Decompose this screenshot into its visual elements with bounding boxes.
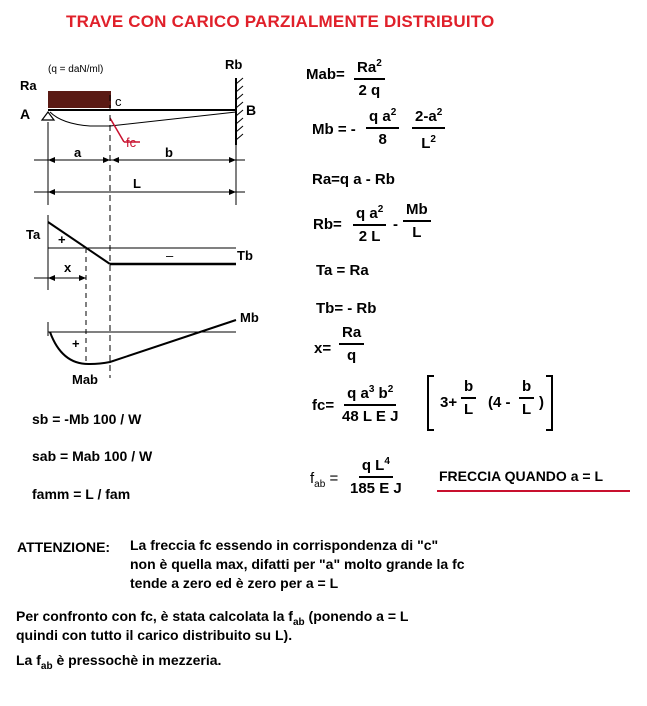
ra-label: Ra [20, 78, 37, 93]
load-unit-label: (q = daN/ml) [48, 64, 104, 75]
confronto-line-2: quindi con tutto il carico distribuito su L). [16, 627, 293, 643]
mb-lhs: Mb = - [312, 121, 356, 138]
dim-x-label: x [64, 260, 72, 275]
dim-a-label: a [74, 145, 82, 160]
point-a-label: A [20, 106, 31, 122]
fc-bracket-three-plus: 3+ [440, 394, 458, 411]
distributed-load [48, 91, 111, 108]
fc-label: fc [126, 135, 137, 150]
tb-formula: Tb= - Rb [316, 300, 377, 317]
moment-plus-sign: + [72, 336, 80, 351]
fc-bracket-fraction-2: $\frac{b}{L}$ [519, 378, 534, 418]
mb-fraction-1: $\frac{q a^2}{8}$ [366, 104, 399, 148]
sb-formula: sb = -Mb 100 / W [32, 411, 142, 427]
deflection-curve [50, 112, 236, 126]
rb-label: Rb [225, 57, 243, 72]
fc-bracket-paren-close: ) [539, 394, 544, 411]
sab-formula: sab = Mab 100 / W [32, 448, 153, 464]
support-b-hatch [236, 78, 243, 140]
rb-minus: - [393, 216, 398, 233]
rb-fraction-2: $\frac{Mb}{L}$ [403, 201, 431, 241]
mab-lhs: Mab= [306, 66, 345, 83]
attenzione-line-2: non è quella max, difatti per "a" molto grande la fc [130, 556, 465, 572]
point-c-label: c [115, 94, 122, 109]
shear-plus-sign: + [58, 232, 66, 247]
fc-bracket-left [428, 376, 434, 430]
shear-minus-sign: – [166, 248, 174, 263]
dim-b-label: b [165, 145, 173, 160]
famm-formula: famm = L / fam [32, 486, 131, 502]
fab-lhs: $f_{ab}$ = [310, 470, 339, 490]
mezzeria-note: La $f_{ab}$ è pressochè in mezzeria. [16, 652, 222, 672]
confronto-line-1: Per confronto con fc, è stata calcolata la $f_{ab}$ (ponendo a = L [16, 608, 409, 628]
mab-label: Mab [72, 372, 98, 387]
fab-fraction: $\frac{q L^4}{\text{185 E J}}$ [350, 453, 402, 497]
page-title: TRAVE CON CARICO PARZIALMENTE DISTRIBUITO [66, 12, 495, 31]
fc-bracket-fraction-1: $\frac{b}{L}$ [461, 378, 476, 418]
dim-l-label: L [133, 176, 141, 191]
attenzione-line-1: La freccia fc essendo in corrispondenza di "c" [130, 537, 439, 553]
fc-pointer [110, 118, 124, 142]
ta-label: Ta [26, 227, 41, 242]
mab-fraction: $\frac{Ra^2}{2 q}$ [354, 55, 385, 99]
mb-label: Mb [240, 310, 259, 325]
attenzione-label: ATTENZIONE: [17, 539, 111, 555]
x-lhs: x= [314, 340, 332, 357]
fc-bracket-paren-open: (4 - [488, 394, 511, 411]
ta-formula: Ta = Ra [316, 262, 369, 279]
rb-fraction-1: $\frac{q a^2}{2 L}$ [353, 201, 386, 245]
ra-formula: Ra=q a - Rb [312, 171, 395, 188]
support-a [42, 112, 54, 120]
fc-bracket-right [546, 376, 552, 430]
mb-fraction-2: $\frac{2-a^2}{L^2}$ [412, 104, 445, 152]
fc-lhs: fc= [312, 397, 335, 414]
fc-fraction: $\frac{q a^3 b^2}{\text{48 L E J}}$ [342, 381, 398, 425]
attenzione-line-3: tende a zero ed è zero per a = L [130, 575, 339, 591]
point-b-label: B [246, 102, 257, 118]
tb-label: Tb [237, 248, 253, 263]
freccia-note: FRECCIA QUANDO a = L [439, 468, 603, 484]
x-fraction: $\frac{Ra}{q}$ [339, 324, 364, 364]
rb-lhs: Rb= [313, 216, 342, 233]
